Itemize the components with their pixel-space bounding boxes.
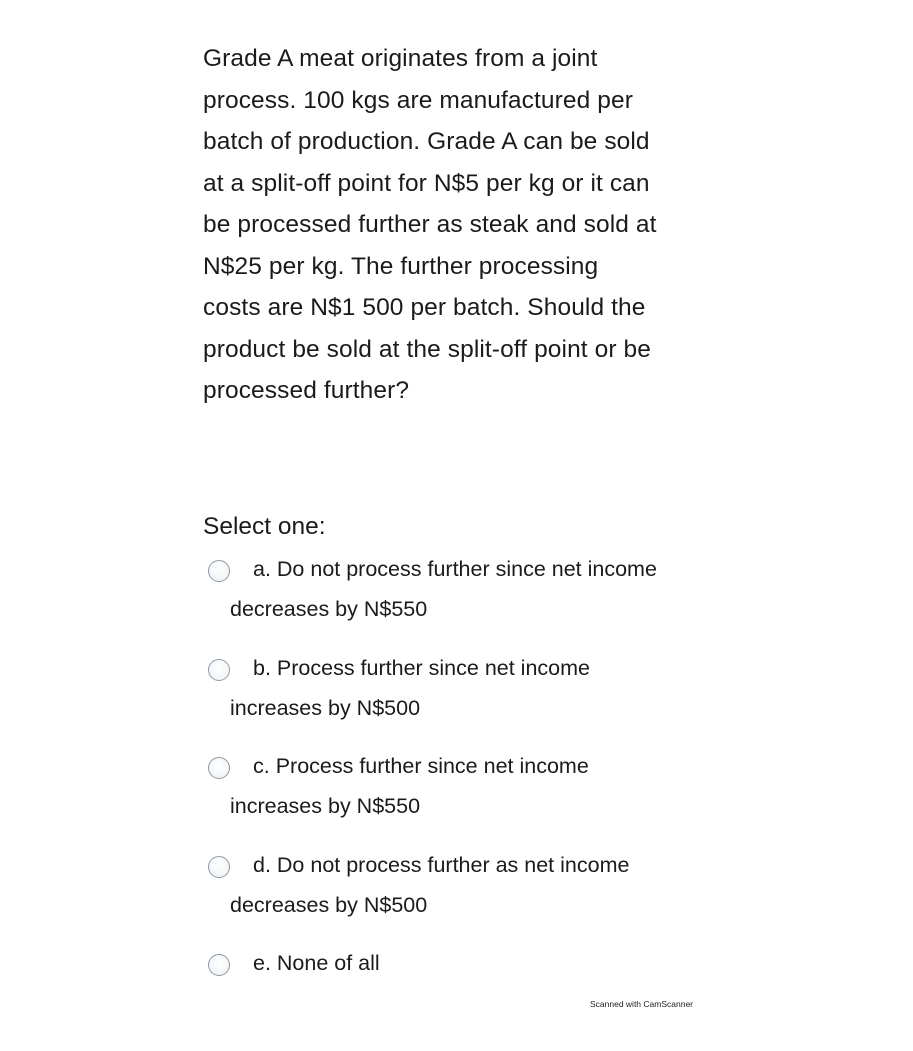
radio-button-icon[interactable] <box>208 954 230 976</box>
question-line: costs are N$1 500 per batch. Should the <box>203 294 646 321</box>
answer-option-d[interactable] <box>208 854 728 953</box>
answer-option-line: increases by N$550 <box>230 794 421 818</box>
question-line: batch of production. Grade A can be sold <box>203 128 650 155</box>
answer-option-line: decreases by N$500 <box>230 892 428 917</box>
answer-option-a[interactable] <box>208 558 728 657</box>
answer-option-line: b. Process further since net income <box>253 655 590 680</box>
answer-option-line: a. Do not process further since net income <box>253 557 657 581</box>
scanner-watermark: Scanned with CamScanner <box>590 999 694 1009</box>
answer-option-c[interactable] <box>208 755 728 854</box>
answer-option-b[interactable] <box>208 657 728 756</box>
question-text <box>203 38 733 412</box>
answer-option-line: increases by N$500 <box>230 695 421 720</box>
radio-button-icon[interactable] <box>208 856 230 878</box>
answer-option-line: d. Do not process further as net income <box>253 852 630 877</box>
radio-button-icon[interactable] <box>208 659 230 681</box>
question-line: Grade A meat originates from a joint <box>203 45 598 72</box>
question-line: process. 100 kgs are manufactured per <box>203 86 633 114</box>
radio-button-icon[interactable] <box>208 560 230 582</box>
answer-option-label <box>244 943 714 983</box>
answer-option-label <box>230 549 714 629</box>
answer-option-line: decreases by N$550 <box>230 597 428 621</box>
answer-option-label <box>230 648 714 728</box>
answer-options <box>208 558 728 1051</box>
question-line: be processed further as steak and sold at <box>203 211 657 238</box>
question-line: N$25 per kg. The further processing <box>203 252 599 280</box>
answer-option-label <box>230 845 714 925</box>
question-line: processed further? <box>203 377 410 404</box>
answer-option-line: c. Process further since net income <box>253 754 589 778</box>
question-line: product be sold at the split-off point or be <box>203 335 651 363</box>
question-line: at a split-off point for N$5 per kg or it can <box>203 169 650 197</box>
answer-option-line: e. None of all <box>253 951 380 975</box>
radio-button-icon[interactable] <box>208 757 230 779</box>
select-one-label: Select one: <box>203 513 326 540</box>
answer-option-label <box>230 746 714 826</box>
